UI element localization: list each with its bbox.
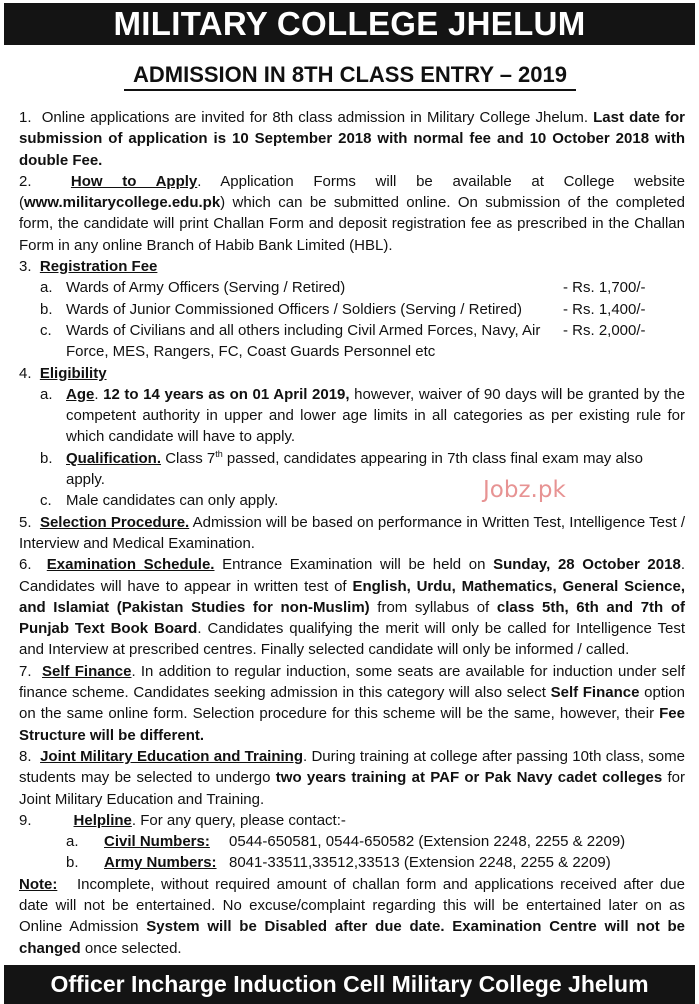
note-label: Note: (19, 875, 58, 893)
fee-text: Wards of Civilians and all others including Civil Armed Forces, Navy, Air Force, MES, Rangers, FC, Coast Guards Personnel etc (66, 321, 541, 361)
para-number: 9. (19, 811, 32, 829)
para-3-heading (19, 256, 685, 277)
fee-amount: - Rs. 2,000/- (563, 321, 646, 339)
fee-item (19, 320, 685, 363)
para-text: . For any query, please contact:- (131, 811, 346, 829)
eligibility-qualification (19, 448, 685, 491)
advertisement-body (19, 107, 685, 959)
helpline-heading: Helpline (73, 811, 132, 829)
para-1 (19, 107, 685, 171)
exam-subjects: English, Urdu, Mathematics, General Science, and Islamiat (Pakistan Studies for non-Muslim) (19, 577, 686, 616)
deadline-text: Last date for submission of application is 10 September 2018 with normal fee and 10 October 2018 with double Fee. (19, 109, 686, 169)
item-label: b. (40, 449, 53, 467)
fee-label: c. (40, 321, 52, 339)
para-text: from syllabus of (377, 598, 490, 616)
para-text: . During training at college after passing 10th class, some students may be selected to undergo (19, 747, 685, 787)
note-text: once selected. (84, 939, 182, 957)
self-finance-text: Self Finance (550, 684, 640, 702)
item-text: Class 7 (165, 449, 216, 467)
para-8 (19, 746, 685, 810)
eligibility-heading: Eligibility (39, 364, 107, 382)
qualification-key: Qualification. (66, 449, 162, 467)
para-5 (19, 512, 685, 555)
phone-numbers: 8041-33511,33512,33513 (Extension 2248, 2255 & 2209) (229, 854, 611, 872)
how-to-apply-heading: How to Apply (70, 172, 198, 190)
fee-text: Wards of Army Officers (Serving / Retired) (66, 279, 346, 297)
para-number: 2. (19, 172, 32, 190)
item-label: c. (40, 492, 52, 510)
item-text: passed, candidates appearing in 7th class final exam may also apply. (66, 449, 643, 489)
para-text: Admission will be based on performance in Written Test, Intelligence Test / Interview and Medical Examination. (19, 513, 686, 552)
subtitle: ADMISSION IN 8TH CLASS ENTRY – 2019 (124, 62, 576, 91)
website-link[interactable]: www.militarycollege.edu.pk (24, 194, 221, 212)
para-text: . In addition to regular induction, some seats are available for induction under self finance scheme. Candidates seeking admission in this category will also select (19, 662, 685, 702)
fee-amount: - Rs. 1,700/- (563, 279, 646, 297)
para-number: 3. (19, 258, 32, 276)
helpline-civil (19, 831, 685, 852)
fee-amount: - Rs. 1,400/- (563, 300, 646, 318)
footer-signature: Officer Incharge Induction Cell Military College Jhelum (4, 965, 695, 1004)
para-number: 1. (19, 109, 32, 126)
para-7 (19, 661, 685, 746)
para-text: . Candidates qualifying the merit will only be called for Intelligence Test and Interview at prescribed centres. Finally selected candidate will only be informed / called. (19, 620, 686, 659)
fee-structure-text: Fee Structure will be different. (19, 705, 685, 744)
fee-item (19, 277, 685, 298)
fee-item (19, 299, 685, 320)
para-6 (19, 554, 685, 660)
syllabus-classes: class 5th, 6th and 7th of Punjab Text Book Board (19, 598, 685, 638)
selection-procedure-heading: Selection Procedure. (39, 513, 190, 531)
para-number: 8. (19, 747, 32, 765)
registration-fee-heading: Registration Fee (39, 258, 158, 276)
para-4-heading (19, 363, 685, 384)
item-label: a. (40, 385, 53, 403)
para-text: ) which can be submitted online. On submission of the completed form, the candidate will print Challan Form and deposit registration fee as prescribed in the Challan Form in any online Branch of Habib Bank Limited (HBL). (19, 194, 685, 254)
para-text: option on the same online form. Selection procedure for this scheme will be the same, however, their (19, 684, 685, 723)
fee-label: b. (40, 300, 53, 318)
helpline-army (19, 852, 685, 873)
fee-text: Wards of Junior Commissioned Officers / Soldiers (Serving / Retired) (66, 300, 522, 318)
superscript: th (215, 448, 223, 459)
para-text: . Candidates will have to appear in written test of (19, 556, 685, 595)
para-number: 7. (19, 662, 32, 680)
para-text: for Joint Military Education and Training. (19, 769, 686, 808)
para-number: 4. (19, 364, 32, 382)
phone-numbers: 0544-650581, 0544-650582 (Extension 2248, 2255 & 2209) (229, 833, 626, 851)
helpline-key: Army Numbers: (104, 854, 217, 872)
para-number: 6. (19, 556, 32, 574)
item-text: Male candidates can only apply. (66, 492, 279, 510)
para-text: Entrance Examination will be held on (222, 556, 486, 574)
exam-schedule-heading: Examination Schedule. (46, 556, 215, 574)
note-bold-text: System will be Disabled after due date. Examination Centre will not be changed (19, 918, 685, 957)
eligibility-gender (19, 490, 685, 511)
watermark: Jobz.pk (483, 477, 566, 503)
note-text: Incomplete, without required amount of challan form and applications received after due date will not be entertained. No excuse/complaint regarding this will be entertained later on as Online Admission (19, 875, 685, 936)
para-9 (19, 810, 685, 831)
fee-label: a. (40, 279, 53, 297)
joint-training-heading: Joint Military Education and Training (40, 747, 304, 765)
item-label: b. (66, 854, 79, 872)
para-number: 5. (19, 513, 32, 531)
helpline-key: Civil Numbers: (104, 833, 210, 851)
age-range: 12 to 14 years as on 01 April 2019, (103, 385, 350, 403)
page-title: MILITARY COLLEGE JHELUM (4, 3, 695, 45)
para-text: . Application Forms will be available at College website ( (19, 172, 685, 212)
exam-date: Sunday, 28 October 2018 (493, 556, 681, 574)
para-text: Online applications are invited for 8th class admission in Military College Jhelum. (41, 109, 589, 126)
note (19, 874, 685, 959)
item-text: however, waiver of 90 days will be granted by the competent authority in upper and lower age limits in all categories as per existing rule for which candidate will have to apply. (66, 385, 685, 446)
self-finance-heading: Self Finance (42, 662, 132, 680)
age-key: Age (66, 385, 95, 403)
item-label: a. (66, 833, 79, 851)
training-colleges: two years training at PAF or Pak Navy cadet colleges (275, 769, 663, 787)
eligibility-age: a. Age. 12 to 14 years as on 01 April 2019, however, waiver of 90 days will be granted by the competent authority in upper and lower age limits in all categories as per existing rule for which candidate will have to apply. (19, 384, 685, 448)
para-2 (19, 171, 685, 256)
